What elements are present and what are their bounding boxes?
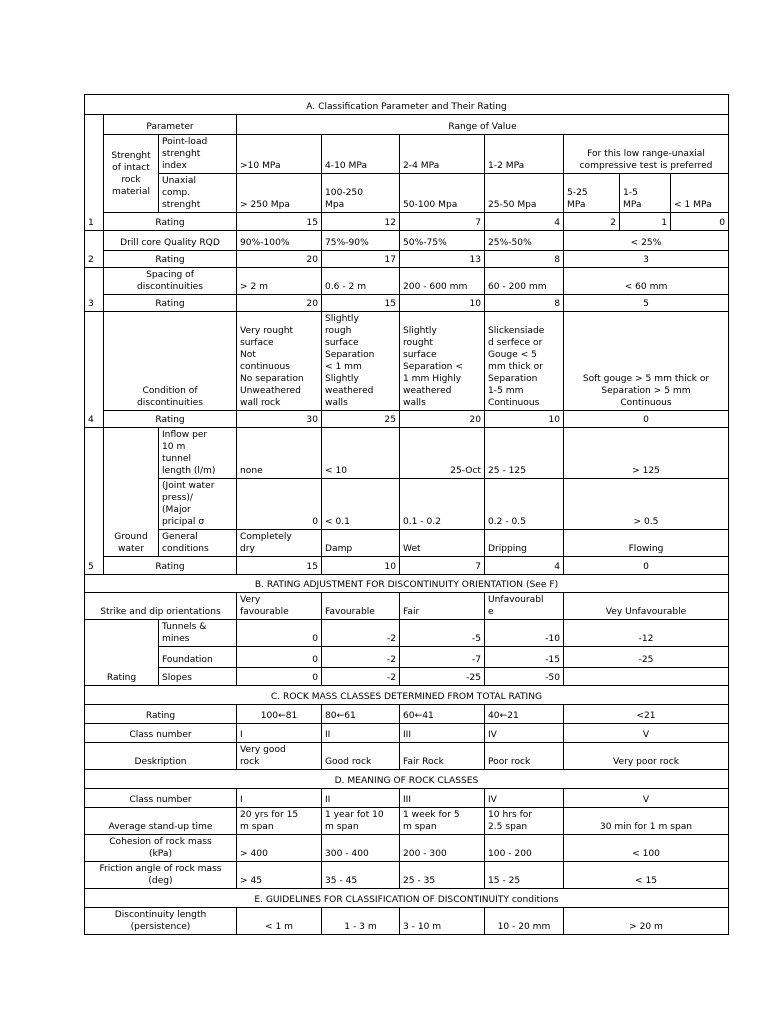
ucs-row xyxy=(85,174,729,213)
point-load-row xyxy=(85,135,729,174)
rating-value: 4 xyxy=(485,557,564,575)
ucs-val: 50-100 Mpa xyxy=(400,174,485,213)
meaning-val: IV xyxy=(485,789,564,808)
inflow-val: none xyxy=(237,428,322,479)
persistence-val: 10 - 20 mm xyxy=(485,908,564,935)
meaning-val: 10 hrs for 2.5 span xyxy=(485,808,564,835)
section-e-header-row xyxy=(85,889,729,908)
pressure-val: 0 xyxy=(237,479,322,530)
pressure-val: 0.2 - 0.5 xyxy=(485,479,564,530)
meaning-val: II xyxy=(322,789,400,808)
rqd-val: 90%-100% xyxy=(237,231,322,251)
meaning-val: 200 - 300 xyxy=(400,835,485,862)
rating-value: 10 xyxy=(485,411,564,428)
meaning-row-label: Class number xyxy=(85,789,237,808)
persistence-val: 1 - 3 m xyxy=(322,908,400,935)
class-val: 80←61 xyxy=(322,705,400,724)
p5-rating-row xyxy=(85,557,729,575)
section-e-title: E. GUIDELINES FOR CLASSIFICATION OF DISCONTINUITY conditions xyxy=(85,889,729,908)
rating-label: Rating xyxy=(104,213,237,231)
ucs-val: < 1 MPa xyxy=(671,174,729,213)
pressure-val: 0.1 - 0.2 xyxy=(400,479,485,530)
adjust-val: -2 xyxy=(322,668,400,686)
strike-dip-label: Strike and dip orientations xyxy=(85,593,237,620)
meaning-val: III xyxy=(400,789,485,808)
rating-value: 5 xyxy=(564,295,729,312)
spacing-row xyxy=(85,268,729,295)
meaning-val: < 100 xyxy=(564,835,729,862)
adjust-val: -25 xyxy=(564,647,729,668)
adjust-val: -12 xyxy=(564,620,729,647)
general-conditions-row xyxy=(85,530,729,557)
p4-name: Condition of discontinuities xyxy=(104,312,237,411)
rating-value: 20 xyxy=(237,251,322,268)
rmr-classification-table xyxy=(84,94,729,935)
adjust-row xyxy=(85,647,729,668)
rating-value: 7 xyxy=(400,213,485,231)
meaning-val: 1 week for 5 m span xyxy=(400,808,485,835)
meaning-row xyxy=(85,808,729,835)
adjust-val: -50 xyxy=(485,668,564,686)
inflow-row xyxy=(85,428,729,479)
class-number-row xyxy=(85,724,729,743)
section-b-title: B. RATING ADJUSTMENT FOR DISCONTINUITY ORIENTATION (See F) xyxy=(85,575,729,593)
rating-label: Rating xyxy=(104,557,237,575)
rating-value: 0 xyxy=(671,213,729,231)
rating-value: 12 xyxy=(322,213,400,231)
general-conditions-label: General conditions xyxy=(159,530,237,557)
class-row-label: Deskription xyxy=(85,743,237,770)
adjust-val: -15 xyxy=(485,647,564,668)
meaning-val: I xyxy=(237,789,322,808)
rating-value: 30 xyxy=(237,411,322,428)
condition-val: Slickensiade d serfece or Gouge < 5 mm thick or Separation 1-5 mm Continuous xyxy=(485,312,564,411)
p2-name: Drill core Quality RQD xyxy=(104,231,237,251)
rating-value: 4 xyxy=(485,213,564,231)
pli-val: 4-10 MPa xyxy=(322,135,400,174)
rating-value: 20 xyxy=(400,411,485,428)
class-val: Very poor rock xyxy=(564,743,729,770)
condition-general-val: Damp xyxy=(322,530,400,557)
inflow-val: 25-Oct xyxy=(400,428,485,479)
orientation-head: Fair xyxy=(400,593,485,620)
adjust-val: 0 xyxy=(237,668,322,686)
joint-pressure-label: (Joint water press)/ (Major pricipal σ xyxy=(159,479,237,530)
rating-value: 0 xyxy=(564,411,729,428)
class-val: I xyxy=(237,724,322,743)
parameter-header-row xyxy=(85,115,729,135)
meaning-row-label: Average stand-up time xyxy=(85,808,237,835)
spacing-val: 200 - 600 mm xyxy=(400,268,485,295)
section-b-header-row xyxy=(85,575,729,593)
section-d-header-row xyxy=(85,770,729,789)
meaning-val: > 45 xyxy=(237,862,322,889)
pressure-val: > 0.5 xyxy=(564,479,729,530)
adjust-val: 0 xyxy=(237,620,322,647)
meaning-val: < 15 xyxy=(564,862,729,889)
adjust-row-label: Foundation xyxy=(159,647,237,668)
rating-label: Rating xyxy=(104,295,237,312)
inflow-val: < 10 xyxy=(322,428,400,479)
p3-name: Spacing of discontinuities xyxy=(104,268,237,295)
class-row-label: Class number xyxy=(85,724,237,743)
orientation-head: Very favourable xyxy=(237,593,322,620)
persistence-row xyxy=(85,908,729,935)
rating-value: 2 xyxy=(564,213,620,231)
meaning-val: V xyxy=(564,789,729,808)
rating-value: 0 xyxy=(564,557,729,575)
adjust-row xyxy=(85,620,729,647)
section-d-title: D. MEANING OF ROCK CLASSES xyxy=(85,770,729,789)
rating-value: 15 xyxy=(237,557,322,575)
adjust-val: -5 xyxy=(400,620,485,647)
rating-value: 10 xyxy=(322,557,400,575)
ucs-val: 5-25 MPa xyxy=(564,174,620,213)
meaning-val: 30 min for 1 m span xyxy=(564,808,729,835)
meaning-val: 35 - 45 xyxy=(322,862,400,889)
persistence-val: > 20 m xyxy=(564,908,729,935)
meaning-val: 25 - 35 xyxy=(400,862,485,889)
spacing-val: 60 - 200 mm xyxy=(485,268,564,295)
adjust-rating-label: Rating xyxy=(85,620,159,686)
param-number: 1 xyxy=(85,213,104,231)
p1-name: Strenght of intact rock material xyxy=(104,135,159,213)
param-number: 2 xyxy=(85,251,104,268)
rating-value: 15 xyxy=(237,213,322,231)
param-number: 5 xyxy=(85,557,104,575)
condition-val: Soft gouge > 5 mm thick or Separation > 5 mm Continuous xyxy=(564,312,729,411)
point-load-label: Point-load strenght index xyxy=(159,135,237,174)
class-description-row xyxy=(85,743,729,770)
rating-label: Rating xyxy=(104,251,237,268)
rating-value: 10 xyxy=(400,295,485,312)
rating-value: 15 xyxy=(322,295,400,312)
ucs-val: 1-5 MPa xyxy=(620,174,671,213)
adjust-val: -25 xyxy=(400,668,485,686)
meaning-row-label: Cohesion of rock mass (kPa) xyxy=(85,835,237,862)
section-a-title: A. Classification Parameter and Their Rating xyxy=(85,95,729,115)
spacing-val: 0.6 - 2 m xyxy=(322,268,400,295)
pli-low-range-note: For this low range-unaxial compressive test is preferred xyxy=(564,135,729,174)
adjust-val xyxy=(564,668,729,686)
ucs-label: Unaxial comp. strenght xyxy=(159,174,237,213)
class-val: 40←21 xyxy=(485,705,564,724)
class-val: Very good rock xyxy=(237,743,322,770)
class-val: 60←41 xyxy=(400,705,485,724)
condition-general-val: Dripping xyxy=(485,530,564,557)
rqd-val: 25%-50% xyxy=(485,231,564,251)
meaning-val: 100 - 200 xyxy=(485,835,564,862)
adjust-row-label: Slopes xyxy=(159,668,237,686)
rating-value: 8 xyxy=(485,295,564,312)
param-number: 4 xyxy=(85,411,104,428)
condition-general-val: Flowing xyxy=(564,530,729,557)
p1-rating-row xyxy=(85,213,729,231)
pli-val: 2-4 MPa xyxy=(400,135,485,174)
p3-rating-row xyxy=(85,295,729,312)
rating-value: 17 xyxy=(322,251,400,268)
rqd-val: 75%-90% xyxy=(322,231,400,251)
orientation-head: Vey Unfavourable xyxy=(564,593,729,620)
meaning-row xyxy=(85,789,729,808)
rating-value: 3 xyxy=(564,251,729,268)
inflow-val: 25 - 125 xyxy=(485,428,564,479)
parameter-heading: Parameter xyxy=(104,115,237,135)
spacing-val: > 2 m xyxy=(237,268,322,295)
spacing-val: < 60 mm xyxy=(564,268,729,295)
meaning-val: 300 - 400 xyxy=(322,835,400,862)
inflow-label: Inflow per 10 m tunnel length (l/m) xyxy=(159,428,237,479)
p2-rating-row xyxy=(85,251,729,268)
p5-name: Ground water xyxy=(104,428,159,557)
pressure-val: < 0.1 xyxy=(322,479,400,530)
meaning-row xyxy=(85,862,729,889)
class-val: Good rock xyxy=(322,743,400,770)
rating-label: Rating xyxy=(104,411,237,428)
meaning-val: 1 year fot 10 m span xyxy=(322,808,400,835)
rqd-val: 50%-75% xyxy=(400,231,485,251)
class-val: <21 xyxy=(564,705,729,724)
rating-value: 13 xyxy=(400,251,485,268)
class-row-label: Rating xyxy=(85,705,237,724)
adjust-val: -10 xyxy=(485,620,564,647)
rqd-row xyxy=(85,231,729,251)
condition-general-val: Wet xyxy=(400,530,485,557)
class-val: Fair Rock xyxy=(400,743,485,770)
rating-value: 20 xyxy=(237,295,322,312)
meaning-val: 20 yrs for 15 m span xyxy=(237,808,322,835)
param-number: 3 xyxy=(85,295,104,312)
class-val: V xyxy=(564,724,729,743)
class-val: III xyxy=(400,724,485,743)
condition-row xyxy=(85,312,729,411)
adjust-row-label: Tunnels & mines xyxy=(159,620,237,647)
adjust-val: -7 xyxy=(400,647,485,668)
condition-val: Slightly rought surface Separation < 1 mm Highly weathered walls xyxy=(400,312,485,411)
ucs-val: > 250 Mpa xyxy=(237,174,322,213)
class-val: Poor rock xyxy=(485,743,564,770)
meaning-val: 15 - 25 xyxy=(485,862,564,889)
inflow-val: > 125 xyxy=(564,428,729,479)
section-c-title: C. ROCK MASS CLASSES DETERMINED FROM TOTAL RATING xyxy=(85,686,729,705)
joint-pressure-row xyxy=(85,479,729,530)
range-heading: Range of Value xyxy=(237,115,729,135)
condition-val: Very rought surface Not continuous No separation Unweathered wall rock xyxy=(237,312,322,411)
orientation-header-row xyxy=(85,593,729,620)
meaning-row xyxy=(85,835,729,862)
class-rating-row xyxy=(85,705,729,724)
adjust-val: -2 xyxy=(322,647,400,668)
persistence-val: 3 - 10 m xyxy=(400,908,485,935)
rating-value: 8 xyxy=(485,251,564,268)
adjust-row xyxy=(85,668,729,686)
meaning-row-label: Friction angle of rock mass (deg) xyxy=(85,862,237,889)
condition-general-val: Completely dry xyxy=(237,530,322,557)
class-val: II xyxy=(322,724,400,743)
adjust-val: -2 xyxy=(322,620,400,647)
p4-rating-row xyxy=(85,411,729,428)
pli-val: >10 MPa xyxy=(237,135,322,174)
ucs-val: 100-250 Mpa xyxy=(322,174,400,213)
orientation-head: Favourable xyxy=(322,593,400,620)
rating-value: 25 xyxy=(322,411,400,428)
rqd-val: < 25% xyxy=(564,231,729,251)
persistence-val: < 1 m xyxy=(237,908,322,935)
section-a-header-row xyxy=(85,95,729,115)
rating-value: 7 xyxy=(400,557,485,575)
pli-val: 1-2 MPa xyxy=(485,135,564,174)
meaning-val: > 400 xyxy=(237,835,322,862)
rating-value: 1 xyxy=(620,213,671,231)
section-c-header-row xyxy=(85,686,729,705)
ucs-val: 25-50 Mpa xyxy=(485,174,564,213)
condition-val: Slightly rough surface Separation < 1 mm Slightly weathered walls xyxy=(322,312,400,411)
class-val: IV xyxy=(485,724,564,743)
persistence-label: Discontinuity length (persistence) xyxy=(85,908,237,935)
class-val: 100←81 xyxy=(237,705,322,724)
adjust-val: 0 xyxy=(237,647,322,668)
orientation-head: Unfavourabl e xyxy=(485,593,564,620)
